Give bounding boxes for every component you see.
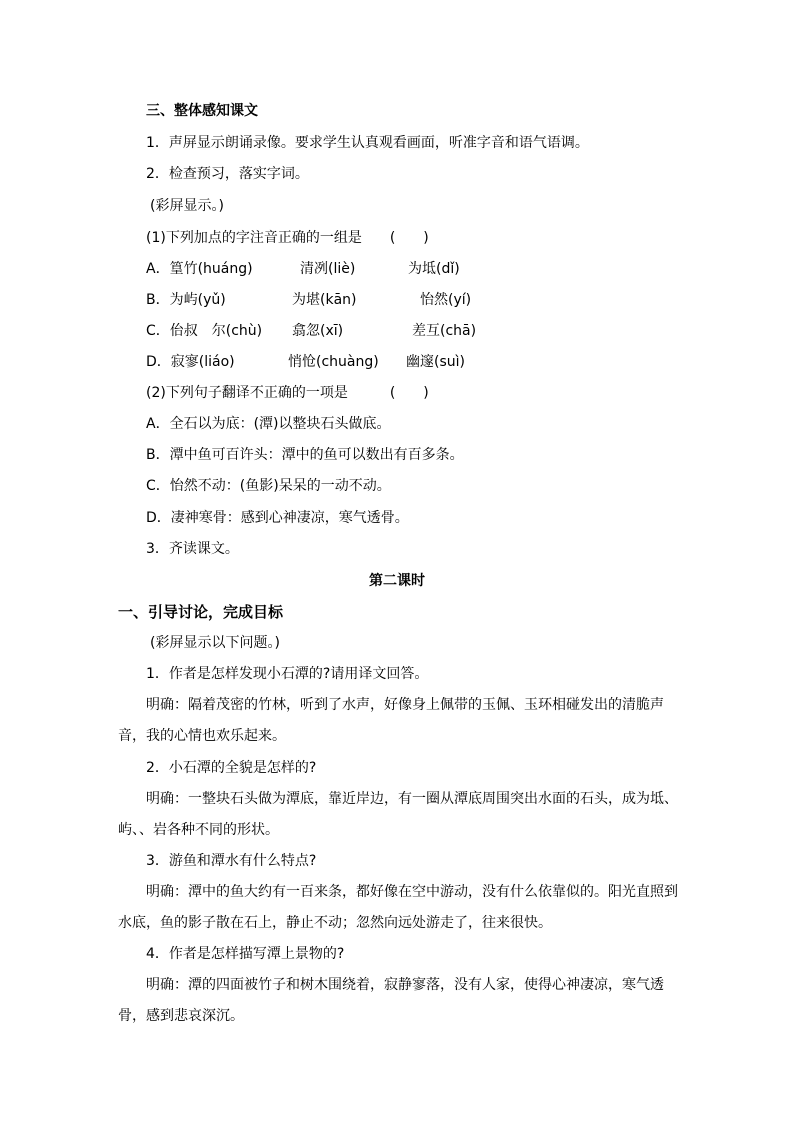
option-a-3: 为坻(dǐ): [408, 261, 460, 277]
option-d: D．凄神寒骨：感到心神凄凉，寒气透骨。: [146, 510, 409, 526]
question: 4．作者是怎样描写潭上景物的?: [146, 946, 345, 962]
screen-note: (彩屏显示。): [150, 198, 224, 214]
option-d-2: 悄怆(chuàng): [288, 354, 379, 370]
screen-note: (彩屏显示以下问题。): [150, 635, 280, 651]
section-heading: 三、整体感知课文: [146, 103, 258, 119]
answer: 明确：隔着茂密的竹林，听到了水声，好像身上佩带的玉佩、玉环相碰发出的清脆声音，我的心情也欢乐起来。: [118, 697, 664, 744]
option-b-1: B．为屿(yǔ): [146, 292, 226, 308]
option-b: B．潭中鱼可百许头：潭中的鱼可以数出有百多条。: [146, 447, 464, 463]
option-c-1: C．佁叔 尔(chù): [146, 323, 263, 339]
option-c: C．怡然不动：(鱼影)呆呆的一动不动。: [146, 478, 391, 494]
option-c-3: 差互(chā): [412, 323, 477, 339]
option-a-2: 清冽(liè): [300, 261, 356, 277]
question: 3．游鱼和潭水有什么特点?: [146, 853, 317, 869]
option-b-2: 为堪(kān): [292, 292, 357, 308]
option-a-1: A．篁竹(huáng): [146, 261, 253, 277]
question-stem: (1)下列加点的字注音正确的一组是 ( ): [146, 230, 429, 246]
list-item: 2．检查预习，落实字词。: [146, 166, 309, 182]
question: 1．作者是怎样发现小石潭的?请用译文回答。: [146, 666, 429, 682]
answer: 明确：潭中的鱼大约有一百来条，都好像在空中游动，没有什么依靠似的。阳光直照到水底，鱼的影子散在石上，静止不动；忽然向远处游走了，往来很快。: [118, 884, 678, 931]
option-d-1: D．寂寥(liáo): [146, 354, 235, 370]
section-heading: 一、引导讨论，完成目标: [118, 603, 284, 621]
option-d-3: 幽邃(suì): [406, 354, 465, 370]
option-c-2: 翕忽(xī): [292, 323, 344, 339]
list-item: 1．声屏显示朗诵录像。要求学生认真观看画面，听准字音和语气语调。: [146, 135, 589, 151]
lesson-title: 第二课时: [369, 573, 425, 589]
question-stem: (2)下列句子翻译不正确的一项是 ( ): [146, 385, 429, 401]
option-b-3: 怡然(yí): [420, 292, 472, 308]
answer: 明确：一整块石头做为潭底，靠近岸边，有一圈从潭底周围突出水面的石头，成为坻、屿、、岩各种不同的形状。: [118, 791, 678, 838]
answer: 明确：潭的四面被竹子和树木围绕着，寂静寥落，没有人家，使得心神凄凉，寒气透骨，感到悲哀深沉。: [118, 977, 664, 1024]
question: 2．小石潭的全貌是怎样的?: [146, 760, 317, 776]
option-a: A．全石以为底：(潭)以整块石头做底。: [146, 416, 391, 432]
list-item: 3．齐读课文。: [146, 541, 239, 557]
